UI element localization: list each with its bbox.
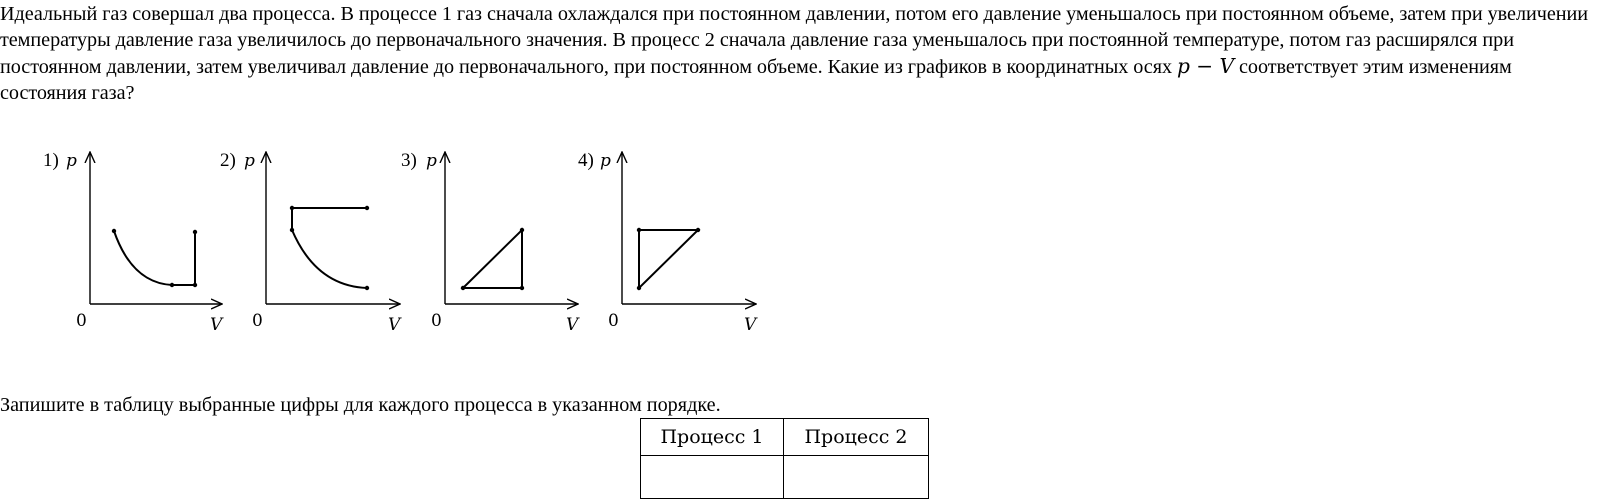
answer-table-row — [641, 456, 929, 499]
answer-table — [640, 418, 929, 499]
graph-2-point — [290, 228, 294, 232]
graph-1-origin: 0 — [76, 311, 87, 331]
graph-4-point — [637, 286, 641, 290]
header-process-2: Процесс 2 — [784, 419, 929, 456]
graph-1-point — [193, 283, 197, 287]
graph-3-point — [520, 228, 524, 232]
graph-4-y-label: p — [600, 151, 611, 171]
graph-3-point — [520, 286, 524, 290]
graph-1-label: 1) — [43, 150, 59, 171]
graph-4-triangle — [639, 230, 698, 288]
graph-3-y-label: p — [426, 151, 437, 171]
graph-4-point — [637, 228, 641, 232]
header-process-1: Процесс 1 — [641, 419, 784, 456]
pv-graphs-figure — [0, 140, 800, 340]
graph-4 — [578, 150, 758, 335]
graph-3-origin: 0 — [431, 311, 442, 331]
question-part-1: Идеальный газ совершал два процесса. В процессе 1 газ сначала охлаждался при постоянном давлении, потом его давление уменьшалось при постоянном объеме, затем при увеличении температуры давление газа увеличилось до первоначального значения. В процесс 2 сначала давление газа уменьшалось при постоянной температуре, потом газ расширялся при постоянном давлении, затем увеличивал давление до первоначального, при постоянном объеме. Какие из графиков в координатных осях — [0, 3, 1589, 78]
graph-2-curve — [292, 208, 367, 288]
graph-1-x-label: V — [210, 315, 223, 335]
graph-2-point — [290, 206, 294, 210]
graph-1-y-label: p — [66, 151, 77, 171]
answer-cell-process-2[interactable] — [784, 456, 929, 499]
graph-1 — [43, 150, 224, 335]
answer-table-header-row — [641, 419, 929, 456]
graph-3-x-label: V — [566, 315, 579, 335]
graph-2-y-label: p — [244, 151, 255, 171]
graph-4-origin: 0 — [608, 311, 619, 331]
graph-4-point — [696, 228, 700, 232]
graph-1-point — [170, 283, 174, 287]
graph-3-label: 3) — [401, 150, 417, 171]
graph-4-x-label: V — [744, 315, 757, 335]
axes-expression: p − V — [1176, 54, 1234, 78]
graph-2-point — [365, 286, 369, 290]
graph-2-origin: 0 — [252, 311, 263, 331]
graph-1-curve — [114, 231, 195, 285]
graph-3-point — [461, 286, 465, 290]
graph-2-label: 2) — [220, 150, 236, 171]
graph-2-point — [365, 206, 369, 210]
graph-2-x-label: V — [388, 315, 401, 335]
graph-3-triangle — [463, 230, 522, 288]
answer-cell-process-1[interactable] — [641, 456, 784, 499]
graph-4-label: 4) — [578, 150, 594, 171]
graph-1-point — [112, 229, 116, 233]
graph-2 — [220, 150, 402, 335]
question-part-2: соответствует этим изменениям состояния газа? — [0, 56, 1512, 104]
graph-1-point — [193, 230, 197, 234]
instruction-text: Запишите в таблицу выбранные цифры для каждого процесса в указанном порядке. — [0, 394, 721, 416]
graph-3 — [401, 150, 580, 335]
question-text — [0, 1, 1598, 106]
